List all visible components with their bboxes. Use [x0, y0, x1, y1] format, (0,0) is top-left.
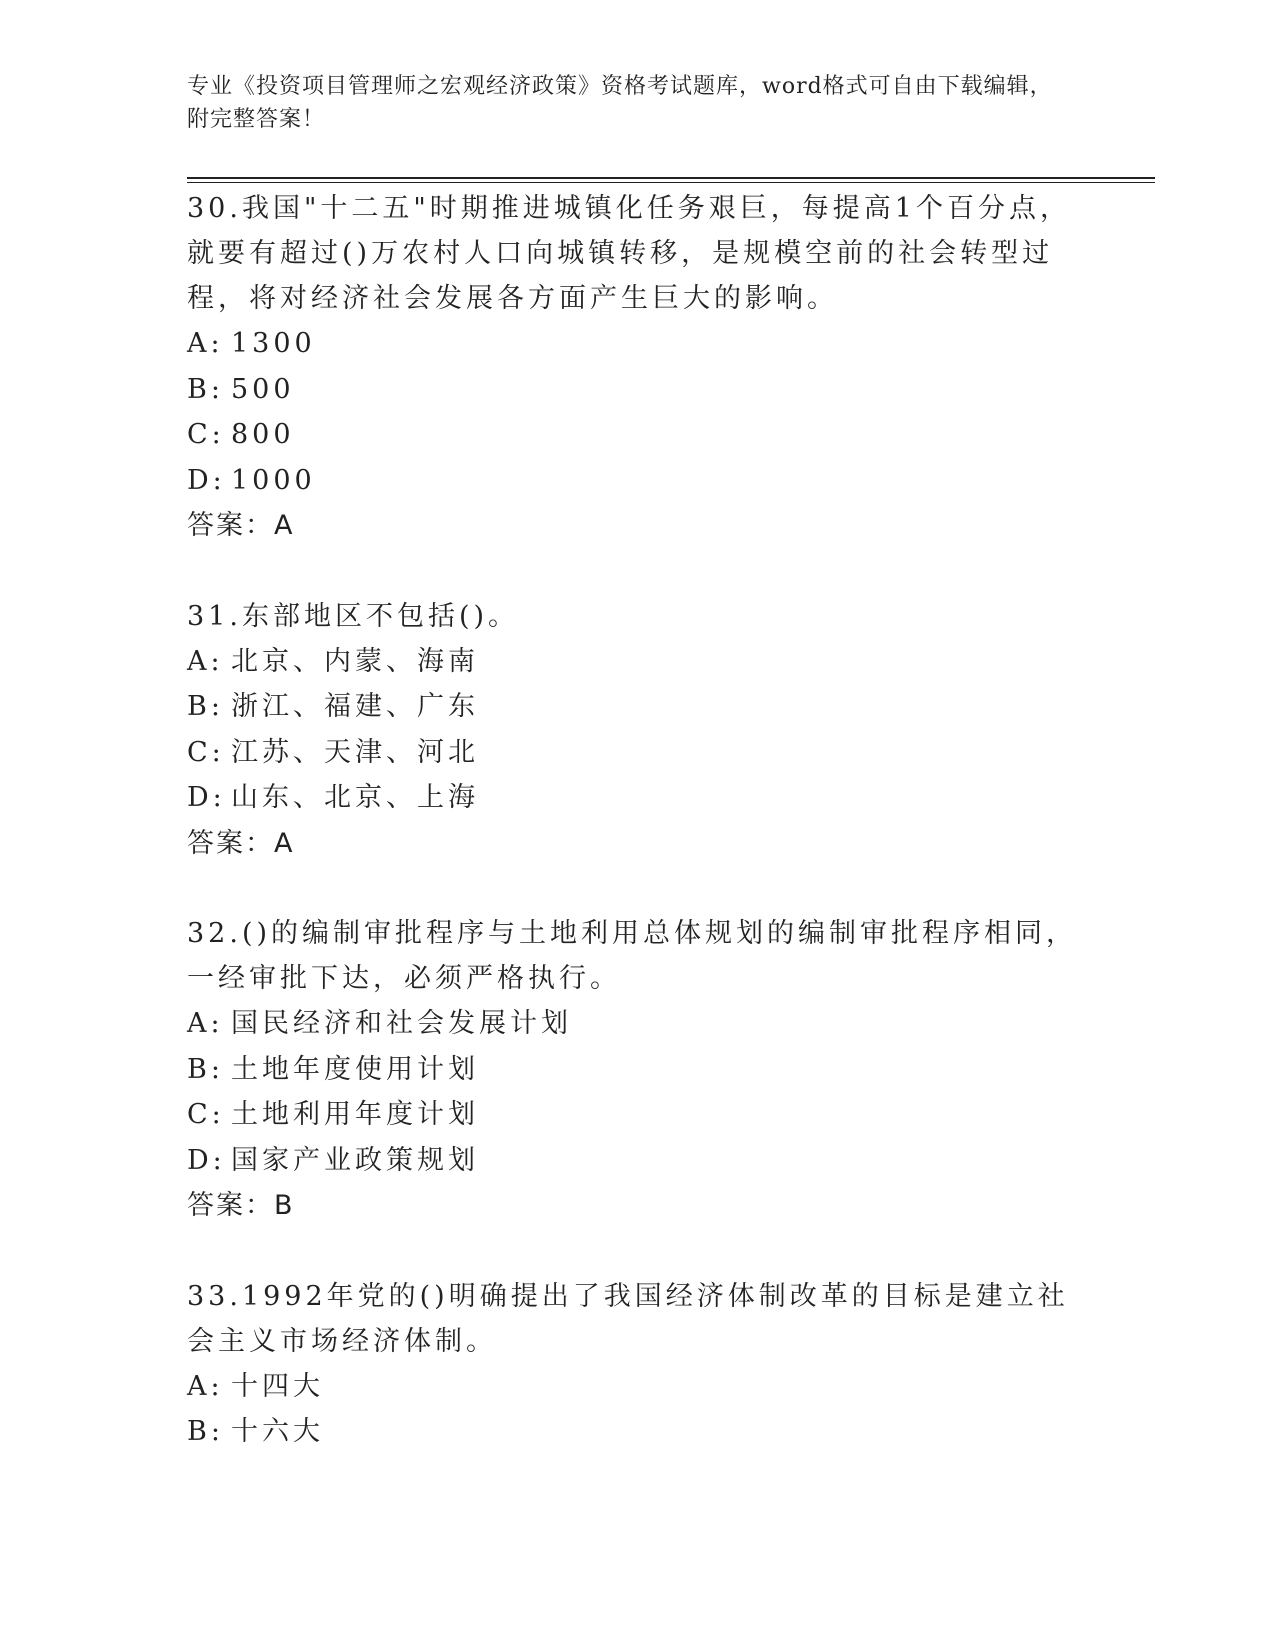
option-d: [187, 1138, 1087, 1184]
question-text: 32.()的编制审批程序与土地利用总体规划的编制审批程序相同，一经审批下达，必须严格执行。: [187, 918, 1078, 994]
option-text: 1300: [231, 328, 316, 359]
answer-label: 答案：A: [187, 827, 295, 859]
option-letter: B:: [187, 691, 224, 722]
option-letter: A:: [187, 1370, 224, 1402]
option-a: [187, 1364, 1087, 1410]
option-a: [187, 1001, 1087, 1047]
option-text: 国民经济和社会发展计划: [231, 1008, 572, 1039]
option-text: 800: [231, 419, 295, 450]
question-text: 30.我国"十二五"时期推进城镇化任务艰巨，每提高1个百分点，就要有超过()万农村人口向城镇转移，是规模空前的社会转型过程，将对经济社会发展各方面产生巨大的影响。: [187, 193, 1071, 314]
option-b: [187, 1409, 1087, 1455]
option-letter: A:: [187, 328, 224, 359]
option-letter: D:: [187, 782, 226, 813]
question-31: [187, 594, 1087, 867]
option-b: [187, 684, 1087, 730]
option-c: [187, 1092, 1087, 1138]
option-d: [187, 775, 1087, 821]
question-list: [187, 186, 1087, 1500]
option-letter: B:: [187, 373, 224, 405]
answer-label: 答案：B: [187, 1190, 295, 1221]
option-text: 土地利用年度计划: [231, 1099, 479, 1130]
option-letter: B:: [187, 1053, 224, 1085]
document-header: 专业《投资项目管理师之宏观经济政策》资格考试题库，word格式可自由下载编辑，附完整答案！: [187, 74, 1053, 132]
question-text: 33.1992年党的()明确提出了我国经济体制改革的目标是建立社会主义市场经济体制。: [187, 1280, 1069, 1357]
option-letter: D:: [187, 464, 226, 496]
option-b: [187, 1047, 1087, 1093]
option-letter: C:: [187, 736, 225, 768]
option-text: 山东、北京、上海: [231, 782, 479, 813]
option-c: [187, 412, 1087, 458]
option-letter: B:: [187, 1416, 224, 1447]
option-letter: A:: [187, 645, 224, 677]
header-divider-thin: [187, 182, 1155, 183]
question-text: 31.东部地区不包括()。: [187, 600, 520, 632]
question-33: [187, 1274, 1087, 1455]
option-a: [187, 639, 1087, 685]
header-divider-thick: [187, 177, 1155, 179]
option-text: 十六大: [231, 1416, 324, 1447]
option-c: [187, 730, 1087, 776]
option-text: 浙江、福建、广东: [231, 691, 479, 722]
question-30: [187, 186, 1087, 549]
question-32: [187, 911, 1087, 1229]
option-d: [187, 458, 1087, 504]
option-a: [187, 321, 1087, 367]
option-letter: C:: [187, 1099, 225, 1130]
option-text: 500: [231, 373, 295, 405]
option-letter: A:: [187, 1008, 224, 1039]
option-text: 十四大: [231, 1370, 324, 1402]
option-letter: D:: [187, 1144, 226, 1176]
option-letter: C:: [187, 419, 225, 450]
option-text: 北京、内蒙、海南: [231, 645, 479, 677]
option-text: 江苏、天津、河北: [231, 736, 479, 768]
option-text: 1000: [231, 464, 316, 496]
option-b: [187, 367, 1087, 413]
answer-label: 答案：A: [187, 510, 295, 541]
option-text: 国家产业政策规划: [231, 1144, 479, 1176]
option-text: 土地年度使用计划: [231, 1053, 479, 1085]
